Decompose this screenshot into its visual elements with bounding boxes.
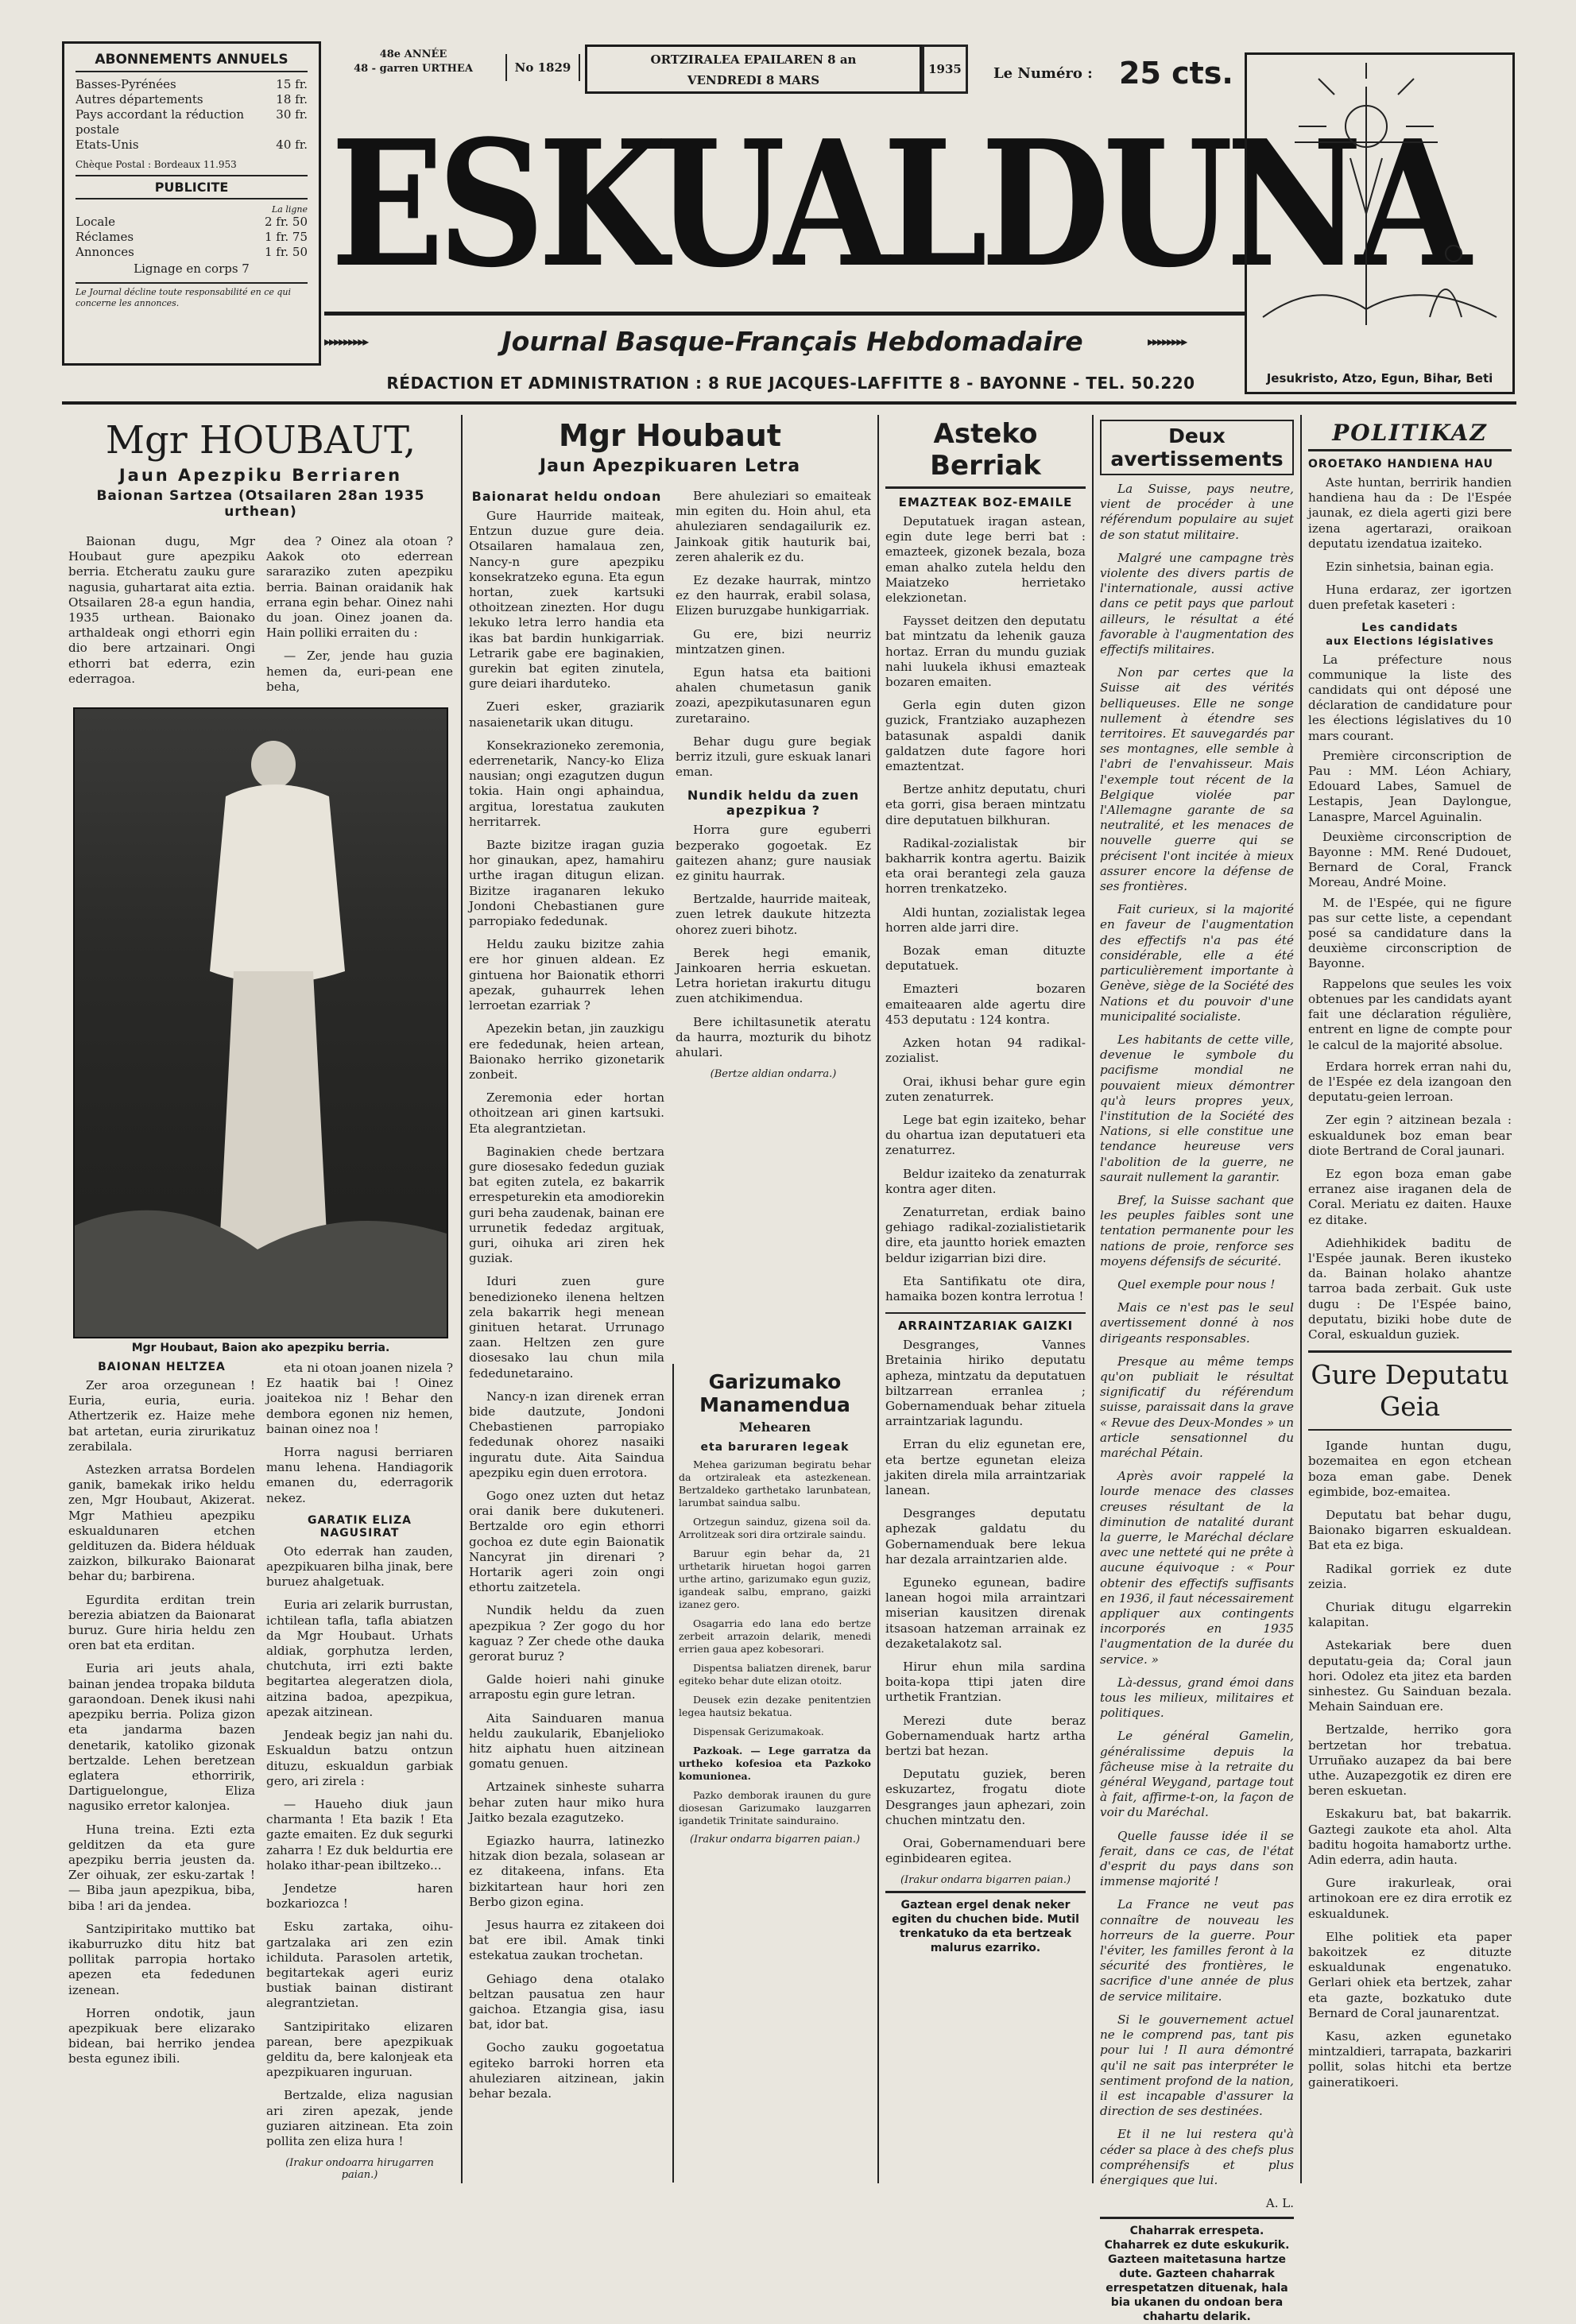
garizumako-g5: Dispentsa baliatzen direnek, barur egiteko behar dute elizan otoitz. [679, 1662, 871, 1687]
col1-title: Mgr HOUBAUT, [105, 418, 416, 463]
col2-p16: Egiazko haurra, latinezko hitzak dion bezala, solasean ar ez ditakeena, infans. Eta bizkitartean haur hori zen Berbo gizon egina. [469, 1834, 664, 1909]
col1-p3: — Zer, jende hau guzia hemen da, euri-pean ene beha, [266, 649, 453, 694]
col1-p7: Euria ari jeuts ahala, bainan jendea tropaka bilduta garaondoan. Denek ikusi nahi apezpiku berria. Poliza gizon eta jandarma bazen denetarik, katoliko gizonak bertzalde. Lehen beretzean eglatera ethorririk, Dartiguelongue, Eliza nagusiko erretor kalonjea. [68, 1661, 255, 1814]
col5-p6: Deuxième circonscription de Bayonne : MM. René Dudouet, Bernard de Coral, Franck Moreau, André Moine. [1308, 829, 1512, 890]
col3-a7: Deputatu guziek, beren eskuzartez, frogatu diote Desgranges jaun aphezari, zoin chuchen mintzatu den. [885, 1767, 1086, 1827]
col1-p1: Baionan dugu, Mgr Houbaut gure apezpiku berria. Etcheratu zauku gure nagusia, guhartarat aita eztia. Otsailaren 28-a egun handia, 1935 urthean. Baionako arthaldeak ongi ethorri egin dio bere artzainari. Ongi ethorri bat ederra, ezin ederragoa. [68, 534, 255, 686]
col4-title: Deux avertissements [1100, 420, 1294, 475]
publicity-heading: PUBLICITE [76, 175, 308, 199]
gure-deputatu-title: Gure Deputatu Geia [1308, 1350, 1512, 1431]
col1-p4: Zer aroa orzegunean ! Euria, euria, euria. Athertzerik ez. Haize mehe bat artetan, euria zirurikatuz zerabilala. [68, 1378, 255, 1454]
col5-g5: Astekariak bere duen deputatu-geia da; Coral jaun hori. Odolez eta jitez eta barden sinhestez. Gu Sainduan bezala. Mehain Sainduan ere. [1308, 1638, 1512, 1714]
rate-row [76, 92, 308, 107]
garizumako-sub: Mehearen [738, 1420, 811, 1435]
col3-a1: Desgranges, Vannes Bretainia hiriko deputatu apheza, mintzatu da deputatuen biltzarrean erranlea ; Gobernamenduak behar zituela arraintzariak lagundu. [885, 1338, 1086, 1429]
col2-subtitle: Jaun Apezpikuaren Letra [539, 456, 801, 476]
col5-g1: Igande huntan dugu, bozemaitea en egon etchean boza eman gabe. Denek egimbide, boz-emaitea. [1308, 1439, 1512, 1499]
year-line-1: 48e ANNÉE [379, 48, 447, 60]
col3-p6: Aldi huntan, zozialistak legea horren alde jarri dire. [885, 904, 1086, 935]
col1-lower [68, 1361, 453, 2186]
col1-p18: Esku zartaka, oihu-gartzalaka ari zen ezin ichilduta. Parasolen artetik, begitartekak ageri euriz bustiak bainan distirant alegrantzietan. [266, 1919, 453, 2011]
col3-p7: Bozak eman dituzte deputatuek. [885, 943, 1086, 974]
lignage: Lignage en corps 7 [134, 261, 250, 276]
col2-sub2: Nundik heldu da zuen apezpikua ? [687, 788, 860, 819]
date-basque: ORTZIRALEA EPAILAREN 8 an [650, 52, 857, 67]
cheque-postal: Chèque Postal : Bordeaux 11.953 [76, 159, 237, 170]
subscriptions-rows [76, 77, 308, 153]
col4-p14: La France ne veut pas connaître de nouveau les horreurs de la guerre. Pour l'éviter, les familles feront à la sécurité des frontières, le sacrifice d'une année de plus de service militaire. [1100, 1897, 1294, 2004]
disclaimer: Le Journal décline toute responsabilité en ce qui concerne les annonces. [76, 282, 308, 309]
col1-intro [68, 534, 453, 703]
garizumako-g4: Osagarria edo lana edo bertze zerbeit arrazoin delarik, menedi errien gaua apez kobesorari. [679, 1617, 871, 1655]
col2-p22: Gu ere, bizi neurriz mintzatzen ginen. [676, 626, 871, 657]
column-rule-3 [1092, 415, 1094, 2183]
price-label: Le Numéro : [993, 65, 1093, 82]
col2-p24: Behar dugu gure begiak berriz itzuli, gure eskuak lanari eman. [676, 734, 871, 780]
col3-note2: (Irakur ondarra bigarren paian.) [900, 1874, 1071, 1887]
col1-p13: Oto ederrak han zauden, apezpikuaren bilha jinak, bere buruez ahalgetuak. [266, 1544, 453, 1590]
col2-p7: Zeremonia eder hortan othoitzean ari ginen kartsuki. Eta alegrantzietan. [469, 1090, 664, 1136]
garizumako-g7: Dispensak Gerizumakoak. [693, 1726, 824, 1737]
col2-p8: Baginakien chede bertzara gure diosesako fededun guziak bat egiten zutela, ez bakarrik errespeturekin eta amodiorekin guri beha zaudenak, bainan ere urrunetik fededaz argituak, guri, oihuka ari ziren hek guziak. [469, 1144, 664, 1266]
garizumako-pazkoak: Pazkoak. — Lege garratza da urtheko kofesioa eta Pazkoko komunionea. [679, 1745, 871, 1782]
column-houbaut [64, 415, 458, 2183]
col2-p21: Ez dezake haurrak, mintzo ez den haurrak, erabil solasa, Elizen buruzgabe hunkigarriak. [676, 573, 871, 618]
col1-p12: Horra nagusi berriaren manu lehena. Handiagorik emanen du, ederragorik nekez. [266, 1445, 453, 1505]
col4-p10: Après avoir rappelé la lourde menace des classes creuses résultant de la diminution de natalité durant la guerre, le Maréchal déclare avec une netteté qui ne prête à aucune équivoque : « Pour obtenir des effectifs suffisants en 1936, il faut nécessairement appliquer aux contingents incorporés en 1935 l'augmentation de la durée du service. » [1100, 1469, 1294, 1667]
col3-p8: Emazteri bozaren emaiteaaren alde agertu dire 453 deputatu : 124 kontra. [885, 982, 1086, 1027]
header-rule [62, 401, 1516, 405]
col3-a3: Desgranges deputatu aphezak galdatu du Gobernamenduak bere lekua har dezala arraintzarien alde. [885, 1506, 1086, 1567]
rate-label: Autres départements [76, 92, 203, 107]
rate-value: 1 fr. 75 [264, 230, 308, 244]
garizumako-g3: Baruur egin behar da, 21 urthetarik hiruetan hogoi garren urthe artino, garizumako egun guziz, igandeak salbu, emprano, gaizki izanez gero. [679, 1547, 871, 1610]
price: 25 cts. [1119, 56, 1233, 91]
col1-p9: Santzipiritako muttiko bat ikaburruzko ditu hitz bat pollitak parropia hortako apezen eta fededunen izenean. [68, 1921, 255, 1997]
col4-p15: Si le gouvernement actuel ne le comprend pas, tant pis pour lui ! Il aura démontré qu'il ne sait pas interpréter le sentiment profond de la nation, il est incapable d'assurer la direction de ses destinées. [1100, 2012, 1294, 2119]
col3-title: Asteko Berriak [885, 418, 1086, 489]
col5-sub1: OROETAKO HANDIENA HAU [1308, 458, 1494, 471]
col5-g6: Bertzalde, herriko gora bertzetan hor trebatua. Urruñako auzapez da bai bere uthe. Auzapezgotik ez diren ere beren eskuetan. [1308, 1722, 1512, 1799]
col3-p10: Orai, ikhusi behar gure egin zuten zenaturrek. [885, 1074, 1086, 1104]
rate-row [76, 230, 308, 245]
col4-p1: La Suisse, pays neutre, vient de procéder à une référendum populaire au sujet de son statut militaire. [1100, 482, 1294, 542]
col1-p6: Egurdita erditan trein berezia abiatzen da Baionarat buruz. Gure hiria heldu zen oren bat eta erditan. [68, 1592, 255, 1653]
subscriptions-heading: ABONNEMENTS ANNUELS [76, 52, 308, 72]
rate-label: Locale [76, 215, 116, 229]
col2-p15: Artzainek sinheste suharra behar zuten haur miko hura Jaitko bezala ezagutzeko. [469, 1780, 664, 1825]
col3-p5: Radikal-zozialistak bir bakharrik kontra agertu. Baizik eta orai berantegi zela gauza horren trenkatzeko. [885, 835, 1086, 897]
col1-p2: dea ? Oinez ala otoan ? Aakok oto ederrean sararaziko zuten apezpiku berria. Bainan oraidanik hak errana egin behar. Oinez nahi du joan. Oinez joanen da. Hain polliki erraiten du : [266, 534, 453, 641]
masthead-rule [324, 312, 1245, 316]
candidats-body [1308, 653, 1512, 1053]
col2-p9: Iduri zuen gure benedizioneko ilenena heltzen zela bakarrik hegi menean ginituen hetarat. Urrunago zaan. Heltzen zen gure diosesako lau chun mila fededunetaraino. [469, 1274, 664, 1381]
col2-p4: Bazte bizitze iragan guzia hor ginaukan, apez, hamahiru urthe iragan ditugun elizan. Bizitze iraganaren lekuko Jondoni Chebastianen gure parropiako fededunak. [469, 838, 664, 929]
col4-signature: A. L. [1265, 2196, 1294, 2211]
col2-p19: Gocho zauku gogoetatua egiteko barroki horren eta ahuleziaren aitzinean, jakin behar bezala. [469, 2040, 664, 2101]
garizumako-g1: Mehea garizuman begiratu behar da ortziraleak eta astezkenean. Bertzaldeko garthetako larunbatean, larumbat saindua salbu. [679, 1458, 871, 1509]
date-box [585, 45, 922, 94]
col5-g7: Eskakuru bat, bat bakarrik. Gaztegi zaukote eta ahol. Alta baditu hogoita hamabortz urthe. Adin ederra, adin hauta. [1308, 1807, 1512, 1868]
garizumako-sub2: eta baruraren legeak [700, 1441, 850, 1454]
col1-intro-right [266, 534, 453, 703]
col5-g2: Deputatu bat behar dugu, Baionako bigarren eskualdean. Bat eta ez biga. [1308, 1507, 1512, 1553]
col4-p11: Là-dessus, grand émoi dans tous les milieux, militaires et politiques. [1100, 1675, 1294, 1721]
col1-p15: Jendeak begiz jan nahi du. Eskualdun batzu ontzun dituzu, eskualdun garbiak gero, ari zirela : [266, 1728, 453, 1788]
col5-g10: Kasu, azken egunetako mintzaldieri, tarrapata, bazkariri pollit, solas hitchi eta bertze gaineratikoeri. [1308, 2029, 1512, 2090]
col1-note: (Irakur ondoarra hirugarren paian.) [285, 2157, 434, 2182]
col4-p2: Malgré une campagne très violente des divers partis de l'internationale, aussi active dans ce petit pays que parlout ailleurs, le résultat a été favorable à l'augmentation des effectifs militaires. [1100, 550, 1294, 657]
col1-p8: Huna treina. Ezti ezta gelditzen da eta gure apezpiku berria jeusten da. Zer oihuak, zer esku-zartak ! — Biba jaun apezpikua, biba, biba ! ari da jendea. [68, 1822, 255, 1913]
rate-value: 1 fr. 50 [264, 245, 308, 259]
arrows-left: ▸▸▸▸▸▸▸▸▸ [324, 334, 368, 349]
col3-p4: Bertze anhitz deputatu, churi eta gorri, gisa beraen mintzatu dire deputatuen bilkhuran. [885, 782, 1086, 827]
col3-a5: Hirur ehun mila sardina boita-kopa ttipi jaten dire urthetik Frantzian. [885, 1660, 1086, 1705]
garizumako-pazko2: Pazko demborak iraunen du gure diosesan Garizumako lauzgarren igandetik Trinitate sainduraino. [679, 1789, 871, 1826]
col5-g9: Elhe politiek eta paper bakoitzek ez dituzte eskualdunak engenatuko. Gerlari ohiek eta bertzek, zahar eta gazte, bozkatuko dute Bernard de Coral jaunarentzat. [1308, 1929, 1512, 2020]
col4-p4: Fait curieux, si la majorité en faveur de l'augmentation des effectifs n'a pas été considérable, elle a été particulièrement importante à Genève, siège de la Société des Nations et du pouvoir d'une municipalité socialiste. [1100, 902, 1294, 1024]
rate-row [76, 77, 308, 92]
col3-p12: Beldur izaiteko da zenaturrak kontra ager diten. [885, 1166, 1086, 1196]
garizumako-note: (Irakur ondarra bigarren paian.) [689, 1834, 861, 1846]
col1-lower-left [68, 1361, 255, 2186]
col2-p25: Horra gure eguberri bezperako gogoetak. Ez gaitezen ahanz; gure nausiak ez ginitu haurrak. [676, 823, 871, 884]
col1-lower-right [266, 1361, 453, 2186]
column-rule-1 [461, 415, 463, 2183]
col4-p5: Les habitants de cette ville, devenue le symbole du pacifisme mondial ne pouvaient mieux démontrer qu'à leurs propres yeux, l'institution de la Société des Nations, si elle constitue une tendance heureuse vers l'abolition de la guerre, ne saurait nullement la garantir. [1100, 1032, 1294, 1184]
col3-a4: Eguneko egunean, badire lanean hogoi mila arraintzari miserian kausitzen direnak itsasoan hatzeman arrainak ez dezaketalakotz sal. [885, 1575, 1086, 1651]
col3-a8: Orai, Gobernamenduari bere eginbidearen egitea. [885, 1836, 1086, 1866]
rate-value: 15 fr. [276, 77, 308, 91]
rate-label: Etats-Unis [76, 138, 139, 152]
date-french: VENDREDI 8 MARS [687, 73, 820, 87]
column-politikaz [1303, 415, 1516, 2183]
garizumako-g2: Ortzegun sainduz, gizena soil da. Arrolitzeak sori dira ortzirale saindu. [679, 1516, 871, 1540]
publicity-rows [76, 215, 308, 260]
col4-chaharrak: Chaharrak errespeta. Chaharrek ez dute eskukurik. Gazteen maitetasuna hartze dute. Gazteen chaharrak errespetatzen dituenak, hala bia ukanen du ondoan bera chahartu delarik. [1100, 2217, 1294, 2324]
col4-p8: Mais ce n'est pas le seul avertissement donné à nos dirigeants responsables. [1100, 1300, 1294, 1346]
col4-p9: Presque au même temps qu'on publiait le résultat significatif du référendum suisse, paraissait dans la grave « Revue des Deux-Mondes » un article sensationnel du maréchal Pétain. [1100, 1354, 1294, 1460]
rate-row [76, 215, 308, 230]
sub-heltzea: BAIONAN HELTZEA [98, 1361, 226, 1374]
col1-p5: Astezken arratsa Bordelen ganik, bamekak iriko heldu zen, Mgr Houbaut, Akizerat. Mgr Mathieu apezpiku eskualdunaren etchen geldituzen da. Bidera hélduak zaizkon, bilkurako Baionarat behar du; barbirena. [68, 1462, 255, 1584]
bishop-photo [73, 707, 448, 1338]
rate-value: 18 fr. [276, 92, 308, 107]
rate-row [76, 245, 308, 260]
col1-p10: Horren ondotik, jaun apezpikuak bere elizarako bidean, bai herriko jendea besta egunez ibili. [68, 2005, 255, 2066]
col5-g3: Radikal gorriek ez dute zeizia. [1308, 1561, 1512, 1591]
photo-caption: Mgr Houbaut, Baion ako apezpiku berria. [131, 1342, 390, 1355]
col5-p7: M. de l'Espée, qui ne figure pas sur cette liste, a cependant posé sa candidature dans la deuxième circonscription de Bayonne. [1308, 895, 1512, 971]
rate-value: 40 fr. [276, 138, 308, 152]
candidats-title: Les candidats [1361, 621, 1458, 634]
col5-p5: Première circonscription de Pau : MM. Léon Achiary, Edouard Labes, Samuel de Lestapis, Jean Daylongue, Lanaspre, Marcel Aguinalin. [1308, 748, 1512, 824]
col2-p6: Apezekin betan, jin zauzkigu ere fededunak, heien artean, Baionako herriko gizonetarik zonbeit. [469, 1021, 664, 1082]
col3-a6: Merezi dute beraz Gobernamenduak hartz artha bertzi bat hezan. [885, 1713, 1086, 1759]
col5-p11: Ez egon boza eman gabe erranez aise iraganen dela de Coral. Meriatu ez daiten. Hauxe ez ditake. [1308, 1166, 1512, 1227]
col5-p1: Aste huntan, berririk handien handiena hau da : De l'Espée jaunak, ez diela agerti gizi bere izena agertarazi, oraikoan deputatu izendatua izaiteko. [1308, 475, 1512, 551]
col2-sub1: Baionarat heldu ondoan [471, 489, 662, 504]
emblem-box [1245, 52, 1515, 394]
col3-p1: Deputatuek iragan astean, egin dute lege berri bat : emazteek, gizonek bezala, boza eman ahalko zutela heldu den Maiatzeko herrietako elekzionetan. [885, 514, 1086, 606]
col3-p2: Faysset deitzen den deputatu bat mintzatu da lehenik gauza hortaz. Erran du mundu guziak nahi luukela ikhusi emazteak bozaren emaiten. [885, 614, 1086, 690]
col5-p2: Ezin sinhetsia, bainan egia. [1326, 560, 1494, 575]
masthead-subtitle: Journal Basque-Français Hebdomadaire [501, 326, 1083, 357]
col3-p9: Azken hotan 94 radikal-zozialist. [885, 1036, 1086, 1066]
rate-label: Basses-Pyrénées [76, 77, 176, 91]
issue-number: No 1829 [505, 54, 580, 81]
rate-row [76, 107, 308, 138]
rate-label: Annonces [76, 245, 134, 259]
col2-p26: Bertzalde, haurride maiteak, zuen letrek daukute hitzezta ohorez zueri bihotz. [676, 892, 871, 937]
motto: Jesukristo, Atzo, Egun, Bihar, Beti [1266, 371, 1493, 385]
column-avertissements [1095, 415, 1299, 2324]
col1-p17: Jendetze haren bozkariozca ! [266, 1881, 453, 1911]
col1-p11: eta ni otoan joanen nizela ? Ez haatik bai ! Oinez joaitekoa niz ! Behar den dembora egonen niz hemen, bainan oinez noa ! [266, 1361, 453, 1436]
col3-a2: Erran du eliz egunetan ere, eta bertze egunetan eleiza jakiten direla mila arraintzariak lanean. [885, 1437, 1086, 1497]
col2-p27: Berek hegi emanik, Jainkoaren herria eskuetan. Letra horietan irakurtu ditugu zuen atchikimendua. [676, 945, 871, 1006]
col2-p1: Gure Haurride maiteak, Entzun duzue gure deia. Otsailaren hamalaua zen, Nancy-n gure apezpiku konsekratzeko eguna. Eta egun hortan, zuek kartsuki othoitzean zinezten. Hor dugu lekuko letra lerro handia eta ikas bat bardin hunkigarriak. Letrarik gabe ere baginakien, gurekin bat egiten zinutela, gure deiari iharduteko. [469, 509, 664, 691]
col5-g8: Gure irakurleak, orai artinokoan ere ez dira errotik ez eskualdunek. [1308, 1876, 1512, 1921]
col1-p16: — Haueho diuk jaun charmanta ! Eta bazik ! Eta gazte emaiten. Ez duk segurki zaharra ! Ez duk beldurtia ere holako ithar-pean ibiltzeko... [266, 1796, 453, 1873]
col1-p19: Santzipiritako elizaren parean, bere apezpikuak gelditu da, bere kalonjeak eta apezpikuaren inguruan. [266, 2019, 453, 2080]
col3-p11: Lege bat egin izaiteko, behar du ohartua izan deputatueri eta zenaturrez. [885, 1112, 1086, 1158]
column-news [881, 415, 1090, 2183]
col4-p12: Le général Gamelin, généralissime depuis la fâcheuse mise à la retraite du général Weygand, partage tout à fait, affirme-t-on, la façon de voir du Maréchal. [1100, 1729, 1294, 1820]
sub-garatik: GARATIK ELIZA NAGUSIRAT [307, 1513, 412, 1540]
col2-p14: Aita Sainduaren manua heldu zaukularik, Ebanjelioko hitz aiphatu huen aitzinean gomatu genuen. [469, 1710, 664, 1772]
subscriptions-box [62, 41, 321, 366]
rate-label: Pays accordant la réduction postale [76, 107, 244, 137]
column-rule-2 [877, 415, 879, 2183]
col4-p16: Et il ne lui restera qu'à céder sa place à des chefs plus compréhensifs et plus énergiques que lui. [1100, 2127, 1294, 2187]
masthead-title: ESKUALDUNA [331, 103, 1465, 306]
rate-value: 30 fr. [276, 107, 308, 122]
col1-intro-left [68, 534, 255, 703]
col3-p3: Gerla egin duten gizon guzick, Frantziako auzaphezen batasunak aspaldi danik galdatzen dute fagore hori emaztentzat. [885, 698, 1086, 774]
candidats-sub: aux Elections législatives [1326, 635, 1494, 648]
col2-note: (Bertze aldian ondarra.) [710, 1068, 837, 1081]
col5-p12: Adiehhikidek baditu de l'Espée jaunak. Beren ikusteko da. Bainan holako ahantze tarroa bada zerbait. Guk uste dugu : De l'Espée baino, deputatu, biziki hobe dute de Coral, eskualdun guziek. [1308, 1235, 1512, 1342]
col3-p14: Eta Santifikatu ote dira, hamaika bozen kontra lerrotua ! [885, 1273, 1086, 1303]
col5-p3: Huna erdaraz, zer igortzen duen prefetak kaseteri : [1308, 583, 1512, 613]
bishop-figure-icon [75, 709, 447, 1337]
publicity-sub: La ligne [271, 204, 308, 215]
garizumako-box [672, 1364, 876, 2183]
col1-subtitle-2: Baionan Sartzea (Otsailaren 28an 1935 urthean) [96, 488, 425, 520]
crucifix-emblem-icon [1247, 55, 1512, 349]
col3-sub1: EMAZTEAK BOZ-EMAILE [898, 495, 1073, 509]
col5-title: POLITIKAZ [1308, 420, 1512, 451]
rate-label: Réclames [76, 230, 134, 244]
col2-p23: Egun hatsa eta baitioni ahalen chumetasun ganik zoazi, apezpikutasunaren egun zuretaraino. [676, 665, 871, 726]
column-rule-4 [1300, 415, 1302, 2183]
rate-value: 2 fr. 50 [264, 215, 308, 229]
year-box: 1935 [922, 45, 968, 94]
col1-p14: Euria ari zelarik burrustan, ichtilean tafla, tafla abiatzen da Mgr Houbaut. Urhats aldiak, gorphutza lerden, chutchuta, irri ezti bakte begitartea alegeratzen diola, aitzina badoa, apezpikua, apezak aitzinean. [266, 1598, 453, 1719]
col1-subtitle-1: Jaun Apezpiku Berriaren [118, 466, 403, 485]
col5-p4: La préfecture nous communique la liste des candidats qui ont déposé une déclaration de candidature pour les élections législatives du 10 mars courant. [1308, 652, 1512, 743]
col2-p5: Heldu zauku bizitze zahia ere hor ginuen aldean. Ez gintuena hor Baionatik ethorri apezak, guhaurrek lehen lerroetan ezarriak ? [469, 937, 664, 1013]
year-line-2: 48 - garren URTHEA [354, 63, 473, 75]
col3-sub2: ARRAINTZARIAK GAIZKI [885, 1312, 1086, 1333]
col3-gaztean: Gaztean ergel denak neker egiten du chuchen bide. Mutil trenkatuko da eta bertzeak malurus ezarriko. [885, 1891, 1086, 1955]
col4-p13: Quelle fausse idée il se ferait, dans ce cas, de l'état d'esprit du pays dans son immense majorité ! [1100, 1828, 1294, 1889]
rate-row [76, 138, 308, 153]
col4-p6: Bref, la Suisse sachant que les peuples faibles sont une tentation permanente pour les nations de proie, renforce ses moyens défensifs de sécurité. [1100, 1192, 1294, 1269]
col2-p2: Zueri esker, graziarik nasaienetarik ukan ditugu. [469, 699, 664, 730]
col1-p20: Bertzalde, eliza nagusian ari ziren apezak, jende guziaren aitzinean. Eta zoin pollita zen eliza hura ! [266, 2088, 453, 2148]
col2-p20: Bere ahuleziari so emaiteak min egiten du. Hoin ahul, eta ahuleziaren sendagailurik ez. Jainkoak gitik hauturik bai, zeren ahalerik ez du. [676, 489, 871, 564]
col5-g4: Churiak ditugu elgarrekin kalapitan. [1308, 1599, 1512, 1630]
col2-p28: Bere ichiltasunetik ateratu da haurra, mozturik du bihotz ahulari. [676, 1014, 871, 1060]
col2-p13: Galde hoieri nahi ginuke arrapostu egin gure letran. [469, 1672, 664, 1702]
col3-p13: Zenaturretan, erdiak baino gehiago radikal-zozialistietarik dire, eta jauntto horiek emazten beldur izigarrian bizi dire. [885, 1204, 1086, 1265]
col2-p12: Nundik heldu da zuen apezpikua ? Zer gogo du hor kaguaz ? Zer chede othe dauka gerorat buruz ? [469, 1603, 664, 1664]
col5-p9: Erdara horrek erran nahi du, de l'Espée ez dela izangoan den deputatu-geien lerroan. [1308, 1059, 1512, 1105]
garizumako-title: Garizumako Manamendua [699, 1370, 850, 1416]
col5-p8: Rappelons que seules les voix obtenues par les candidats ayant fait une déclaration régulière, entrent en ligne de compte pour le calcul de la majorité absolue. [1308, 976, 1512, 1052]
col2-p3: Konsekrazioneko zeremonia, ederrenetarik, Nancy-ko Eliza nausian; ongi ezagutzen dugun tokia. Hain ongi aphaindua, argitua, lorestatua zaukuten herritarrek. [469, 738, 664, 829]
col4-p3: Non par certes que la Suisse ait des vérités belliqueuses. Elle ne songe nullement à étendre ses territoires. Et sauvegardés par ses montagnes, elle semble à l'abri de l'envahisseur. Mais l'exemple tout récent de la Belgique violée par l'Allemagne garante de sa neutralité, et les menaces de nouvelle guerre qui se précisent l'ont incitée à mieux assurer encore la défense de ses frontières. [1100, 665, 1294, 894]
col4-p7: Quel exemple pour nous ! [1117, 1276, 1276, 1292]
col2-p18: Gehiago dena otalako beltzan pausatua zen haur gaichoa. Etzangia gisa, iasu bat, idor bat. [469, 1971, 664, 2032]
year-block [334, 48, 493, 76]
col2-p17: Jesus haurra ez zitakeen doi bat ere ibil. Amak tinki estekatua zaukan trochetan. [469, 1918, 664, 1963]
garizumako-body [679, 1458, 871, 1846]
col2-p10: Nancy-n izan direnek erran bide dautzute, Jondoni Chebastienen parropiako fededunak ohorez nasaiki inguratu dute. Aita Saindua apezpiku egin duen errotora. [469, 1389, 664, 1480]
arrows-right: ▸▸▸▸▸▸▸▸ [1148, 334, 1187, 349]
col5-p10: Zer egin ? aitzinean bezala : eskualdunek boz eman bear diote Bertrand de Coral jaunari. [1308, 1113, 1512, 1158]
address-line: RÉDACTION ET ADMINISTRATION : 8 RUE JACQUES-LAFFITTE 8 - BAYONNE - TEL. 50.220 [386, 374, 1195, 393]
col2-left [469, 489, 664, 2109]
col2-p11: Gogo onez uzten dut hetaz orai danik bere dukuteneri. Bertzalde oro egin ethorri gochoa ez dute egin Baionatik Nancyrat jin direnari ? Hortarik ageri zoin ongi ethortu zaitzetela. [469, 1488, 664, 1595]
col2-title: Mgr Houbaut [558, 418, 781, 453]
garizumako-g6: Deusek ezin dezake penitentzien legea hautsiz bekatua. [679, 1694, 871, 1718]
